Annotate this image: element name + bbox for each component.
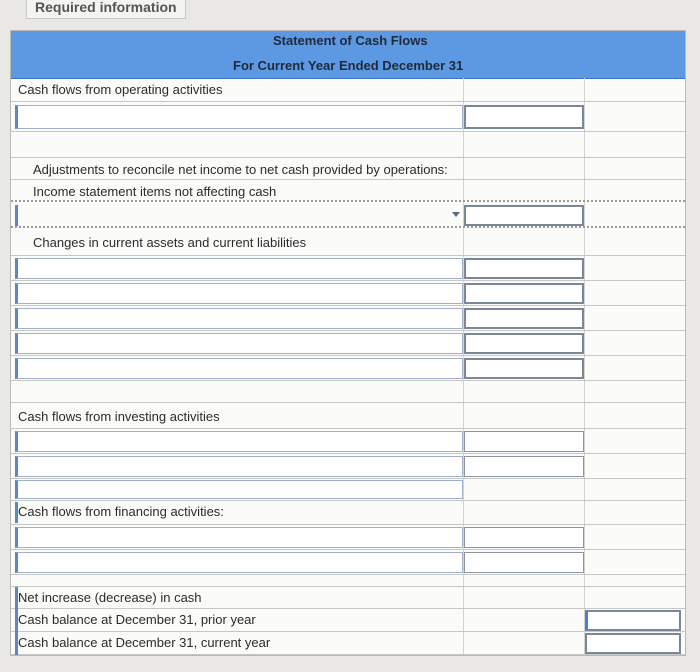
investing-section-row [11,403,685,429]
table-row [11,281,685,306]
line-item-input[interactable] [15,456,463,477]
table-row [11,575,685,587]
net-increase-label: Net increase (decrease) in cash [18,590,202,605]
financing-label: Cash flows from financing activities: [18,504,224,519]
statement-subtitle: For Current Year Ended December 31 [233,58,464,73]
amount-input[interactable] [464,358,584,379]
table-row [11,479,685,501]
table-row [11,331,685,356]
line-item-input[interactable] [15,431,463,452]
line-item-input[interactable] [15,105,463,129]
table-row [11,102,685,132]
amount-input[interactable] [464,552,584,573]
amount-input[interactable] [464,308,584,329]
line-item-input[interactable] [15,258,463,279]
line-item-input[interactable] [15,358,463,379]
table-row [11,429,685,454]
table-row [11,306,685,331]
changes-row [11,228,685,256]
current-balance-row [11,632,685,655]
statement-title: Statement of Cash Flows [273,33,428,48]
adjustments-row [11,158,685,180]
amount-input[interactable] [464,431,584,452]
amount-input[interactable] [464,258,584,279]
income-items-label: Income statement items not affecting cash [33,184,277,199]
line-item-input[interactable] [15,205,463,226]
table-row [11,356,685,381]
changes-label: Changes in current assets and current liabilities [33,235,307,250]
current-balance-input[interactable] [585,633,681,654]
table-row [11,454,685,479]
line-item-input[interactable] [15,552,463,573]
adjustments-label: Adjustments to reconcile net income to net cash provided by operations: [33,162,448,177]
prior-balance-row [11,609,685,632]
income-items-row [11,180,685,202]
operating-label: Cash flows from operating activities [18,82,223,97]
table-row [11,525,685,550]
operating-section-row [11,78,685,102]
line-item-input[interactable] [15,283,463,304]
net-increase-row [11,587,685,609]
table-row [11,256,685,281]
line-item-input[interactable] [15,308,463,329]
amount-input[interactable] [464,333,584,354]
amount-input[interactable] [464,527,584,548]
cash-flow-worksheet [10,30,686,656]
table-row [11,132,685,158]
required-information-tab[interactable]: Required information [26,0,186,19]
prior-balance-input[interactable] [585,610,681,631]
line-item-input[interactable] [15,333,463,354]
prior-balance-label: Cash balance at December 31, prior year [18,612,256,627]
dropdown-arrow-icon[interactable] [452,212,460,217]
current-balance-label: Cash balance at December 31, current year [18,635,271,650]
financing-section-row [11,501,685,525]
table-row [11,550,685,575]
amount-input[interactable] [464,105,584,129]
table-row [11,202,685,228]
statement-header [11,31,685,79]
line-item-input[interactable] [15,527,463,548]
table-row [11,381,685,403]
amount-input[interactable] [464,205,584,226]
investing-label: Cash flows from investing activities [18,409,220,424]
line-item-input[interactable] [15,480,463,499]
amount-input[interactable] [464,283,584,304]
amount-input[interactable] [464,456,584,477]
